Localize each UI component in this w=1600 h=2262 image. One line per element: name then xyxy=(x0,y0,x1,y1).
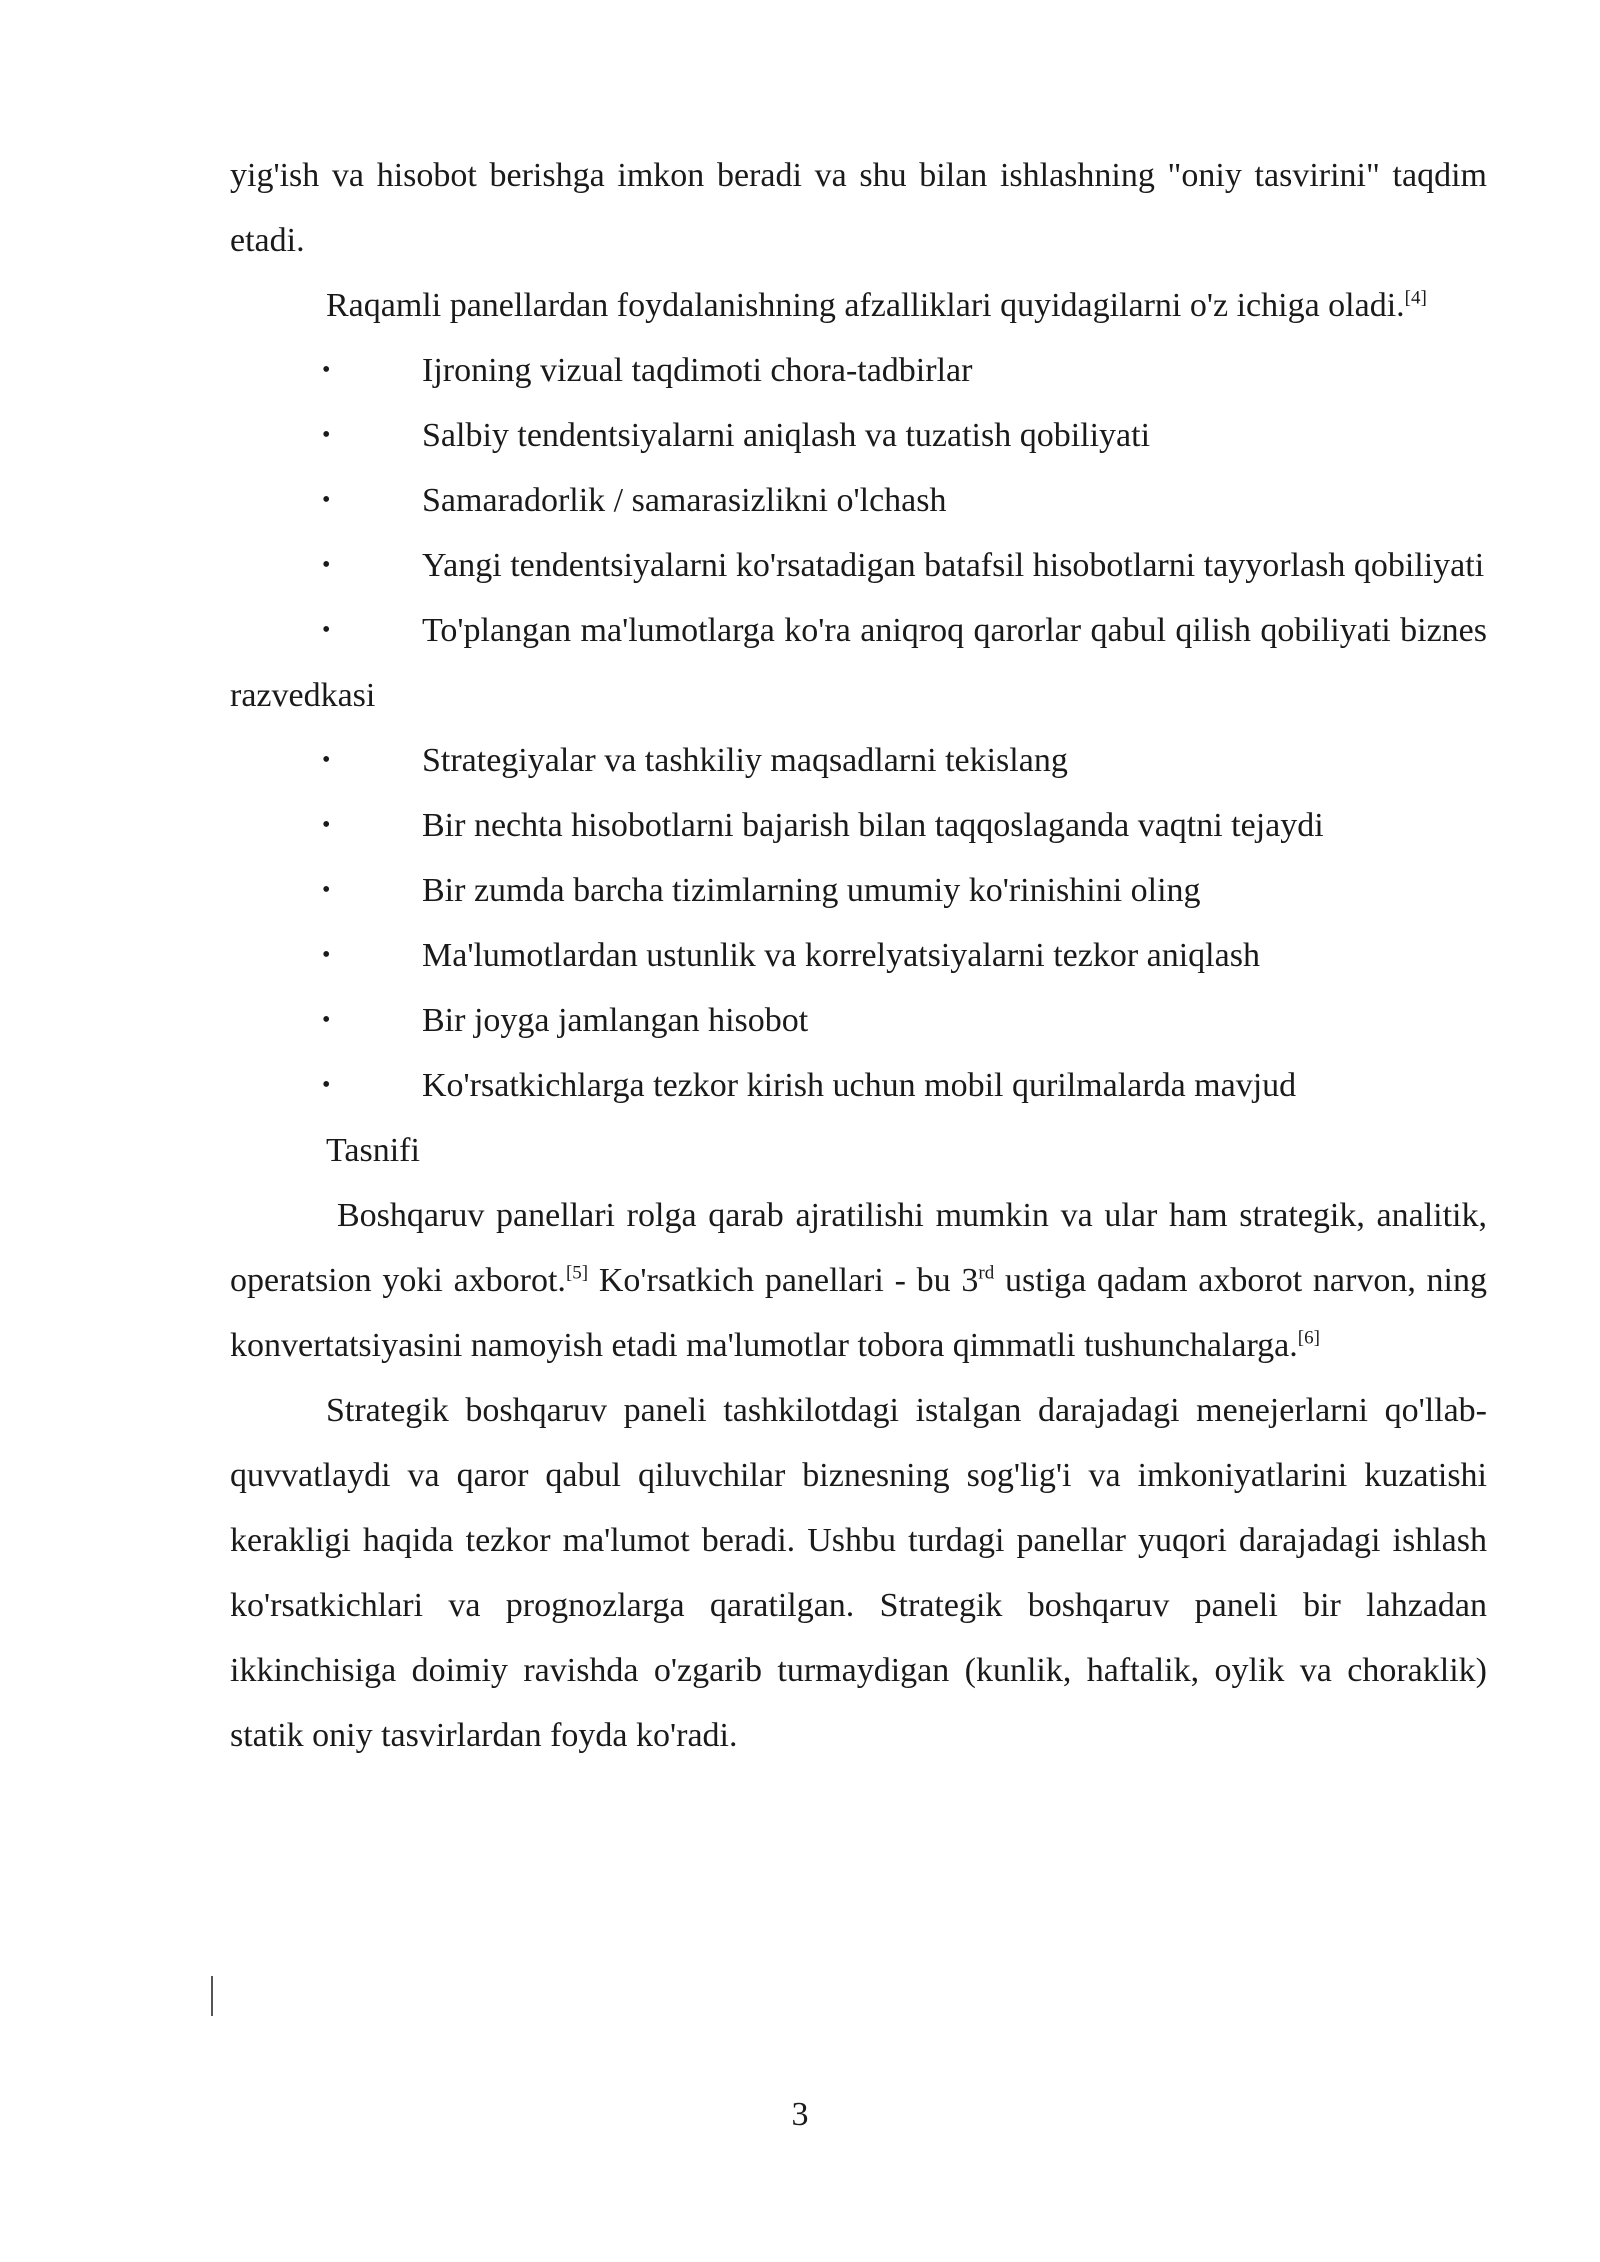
list-item: • Ma'lumotlardan ustunlik va korrelyatsiyalarni tezkor aniqlash xyxy=(230,923,1487,988)
list-item: • Salbiy tendentsiyalarni aniqlash va tuzatish qobiliyati xyxy=(230,403,1487,468)
list-item: • Strategiyalar va tashkiliy maqsadlarni tekislang xyxy=(230,728,1487,793)
bullet-icon: • xyxy=(322,487,331,513)
text-cursor xyxy=(211,1976,213,2016)
list-item: • Bir nechta hisobotlarni bajarish bilan taqqoslaganda vaqtni tejaydi xyxy=(230,793,1487,858)
footnote-ref: [5] xyxy=(565,1262,589,1284)
paragraph-intro: yig'ish va hisobot berishga imkon beradi va shu bilan ishlashning "oniy tasvirini" taqdim etadi. xyxy=(230,157,1487,259)
bullet-icon: • xyxy=(322,1072,331,1098)
bullet-icon: • xyxy=(322,942,331,968)
bullet-icon: • xyxy=(322,877,331,903)
bullet-icon: • xyxy=(322,747,331,773)
paragraph-advantages xyxy=(230,273,1487,338)
list-item: • Bir joyga jamlangan hisobot xyxy=(230,988,1487,1053)
list-item: • Ijroning vizual taqdimoti chora-tadbirlar xyxy=(230,338,1487,403)
section-heading: Tasnifi xyxy=(326,1132,420,1169)
footnote-ref: [6] xyxy=(1297,1327,1320,1349)
advantages-text: Raqamli panellardan foydalanishning afzalliklari quyidagilarni o'z ichiga oladi. xyxy=(326,287,1405,324)
list-item: • Bir zumda barcha tizimlarning umumiy ko'rinishini oling xyxy=(230,858,1487,923)
footnote-ref: [4] xyxy=(1404,287,1427,309)
list-item: • Samaradorlik / samarasizlikni o'lchash xyxy=(230,468,1487,533)
advantages-list xyxy=(230,338,1487,1118)
page-body xyxy=(230,143,1487,1768)
list-item: • Ko'rsatkichlarga tezkor kirish uchun mobil qurilmalarda mavjud xyxy=(230,1053,1487,1118)
list-item: • Yangi tendentsiyalarni ko'rsatadigan batafsil hisobotlarni tayyorlash qobiliyati xyxy=(230,533,1487,598)
bullet-icon: • xyxy=(322,357,331,383)
bullet-icon: • xyxy=(322,552,331,578)
bullet-icon: • xyxy=(322,812,331,838)
ordinal-suffix: rd xyxy=(978,1262,995,1284)
paragraph-strategic: Strategik boshqaruv paneli tashkilotdagi istalgan darajadagi menejerlarni qo'llab-quvvatlaydi va qaror qabul qiluvchilar biznesning sog'lig'i va imkoniyatlarini kuzatishi kerakligi haqida tezkor ma'lumot beradi. Ushbu turdagi panellar yuqori darajadagi ishlash ko'rsatkichlari va prognozlarga qaratilgan. Strategik boshqaruv paneli bir lahzadan ikkinchisiga doimiy ravishda o'zgarib turmaydigan (kunlik, haftalik, oylik va choraklik) statik oniy tasvirlardan foyda ko'radi. xyxy=(230,1392,1487,1754)
list-item: • To'plangan ma'lumotlarga ko'ra aniqroq qarorlar qabul qilish qobiliyati biznes razvedkasi xyxy=(230,598,1487,728)
bullet-icon: • xyxy=(322,617,331,643)
bullet-icon: • xyxy=(322,1007,331,1033)
page-number: 3 xyxy=(791,2096,809,2133)
paragraph-classification: Boshqaruv panellari rolga qarab ajratilishi mumkin va ular ham strategik, analitik, operatsion yoki axborot.[5] Ko'rsatkich panellari - bu 3rd ustiga qadam axborot narvon, ning konvertatsiyasini namoyish etadi ma'lumotlar tobora qimmatli tushunchalarga.[6] xyxy=(230,1197,1488,1364)
bullet-icon: • xyxy=(322,422,331,448)
